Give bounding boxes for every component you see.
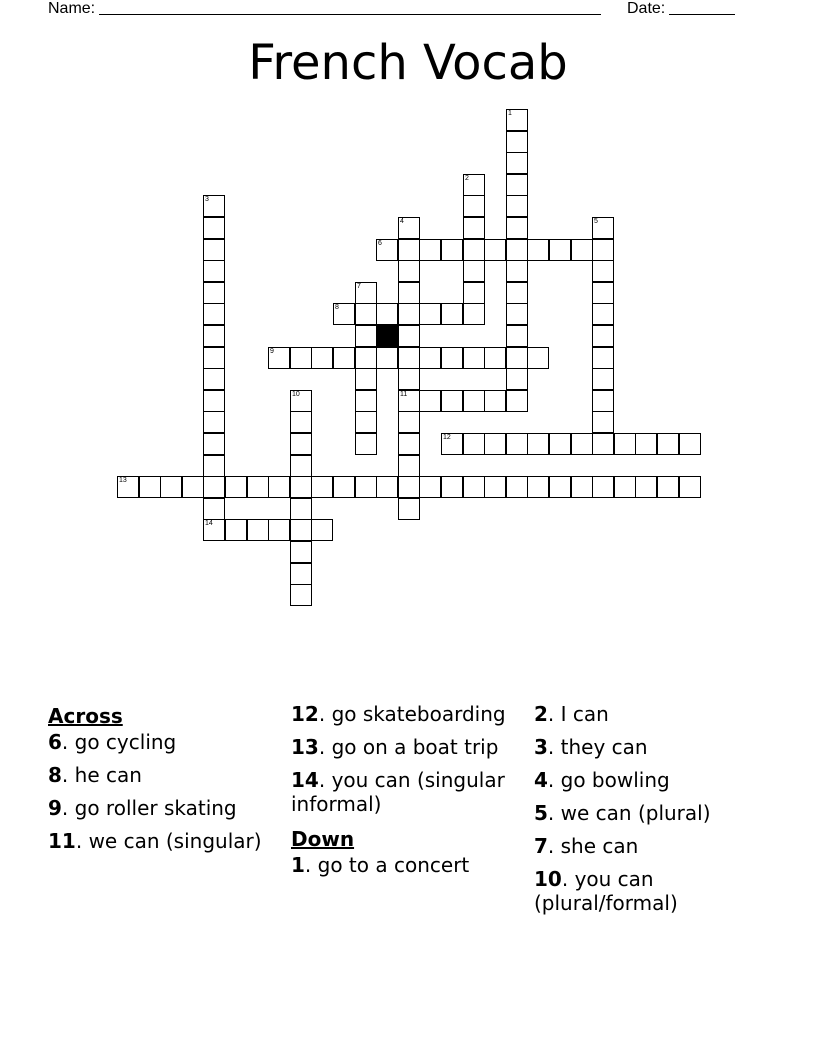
crossword-cell[interactable] [376, 347, 398, 369]
crossword-cell[interactable] [571, 239, 593, 261]
clue-item: 1. go to a concert [291, 853, 470, 877]
clue-item: 6. go cycling [48, 730, 177, 754]
cell-number: 2 [465, 175, 469, 182]
crossword-cell[interactable] [203, 476, 225, 498]
crossword-cell[interactable] [398, 282, 420, 304]
clue-number: 5 [534, 801, 548, 825]
crossword-cell[interactable] [506, 433, 528, 455]
crossword-cell[interactable] [398, 347, 420, 369]
clue-item: 13. go on a boat trip [291, 735, 499, 759]
crossword-cell[interactable] [571, 476, 593, 498]
cell-number: 6 [378, 240, 382, 247]
clue-heading-down: Down [291, 827, 355, 851]
clue-number: 4 [534, 768, 548, 792]
cell-number: 11 [400, 391, 408, 398]
crossword-cell[interactable] [398, 455, 420, 477]
crossword-cell[interactable] [290, 563, 312, 585]
crossword-cell[interactable] [527, 347, 549, 369]
name-label: Name: [48, 0, 96, 17]
clue-item: 3. they can [534, 735, 648, 759]
crossword-cell[interactable] [506, 303, 528, 325]
crossword-cell[interactable] [463, 476, 485, 498]
clue-number: 8 [48, 763, 62, 787]
crossword-cell[interactable] [463, 390, 485, 412]
crossword-cell[interactable] [506, 217, 528, 239]
clue-item: 11. we can (singular) [48, 829, 262, 853]
crossword-cell[interactable] [398, 411, 420, 433]
cell-number: 7 [357, 283, 361, 290]
clue-column-2 [291, 702, 527, 886]
crossword-cell[interactable] [592, 260, 614, 282]
crossword-cell[interactable] [398, 325, 420, 347]
crossword-cell[interactable] [419, 476, 441, 498]
crossword-cell[interactable] [203, 282, 225, 304]
crossword-cell[interactable] [290, 433, 312, 455]
crossword-cell[interactable] [441, 476, 463, 498]
crossword-cell[interactable] [441, 347, 463, 369]
crossword-cell[interactable] [506, 174, 528, 196]
crossword-cell[interactable] [614, 433, 636, 455]
crossword-cell[interactable] [355, 368, 377, 390]
cell-number: 9 [270, 348, 274, 355]
crossword-cell[interactable] [290, 498, 312, 520]
crossword-cell[interactable] [484, 347, 506, 369]
clue-text: I can [560, 702, 609, 726]
crossword-cell[interactable] [549, 433, 571, 455]
crossword-cell[interactable] [463, 239, 485, 261]
crossword-cell[interactable] [592, 239, 614, 261]
crossword-cell[interactable] [203, 455, 225, 477]
crossword-cell[interactable] [139, 476, 161, 498]
crossword-cell[interactable] [247, 476, 269, 498]
crossword-cell[interactable] [225, 519, 247, 541]
clue-text: you can (singular informal) [291, 768, 505, 816]
cell-number: 5 [594, 218, 598, 225]
crossword-cell[interactable] [506, 325, 528, 347]
clue-text: we can (plural) [560, 801, 711, 825]
crossword-cell[interactable] [592, 433, 614, 455]
crossword-cell[interactable] [376, 476, 398, 498]
crossword-cell[interactable] [463, 195, 485, 217]
crossword-cell[interactable] [419, 347, 441, 369]
clue-item: 12. go skateboarding [291, 702, 506, 726]
crossword-cell[interactable] [506, 390, 528, 412]
crossword-cell[interactable] [398, 260, 420, 282]
crossword-cell[interactable] [203, 260, 225, 282]
crossword-cell[interactable] [355, 476, 377, 498]
crossword-cell[interactable] [463, 260, 485, 282]
crossword-cell[interactable] [203, 217, 225, 239]
clue-number: 7 [534, 834, 548, 858]
clue-item: 14. you can (singular informal) [291, 768, 505, 816]
date-label: Date: [627, 0, 666, 17]
crossword-cell[interactable] [657, 433, 679, 455]
cell-number: 8 [335, 304, 339, 311]
crossword-cell[interactable] [203, 411, 225, 433]
crossword-cell[interactable] [463, 217, 485, 239]
clue-text: go on a boat trip [331, 735, 499, 759]
cell-number: 13 [119, 477, 127, 484]
cell-number: 14 [205, 520, 213, 527]
clue-text: go to a concert [317, 853, 470, 877]
crossword-cell[interactable] [203, 498, 225, 520]
crossword-cell[interactable] [203, 239, 225, 261]
clue-heading-across: Across [48, 704, 123, 728]
crossword-cell[interactable] [441, 303, 463, 325]
crossword-cell[interactable] [333, 476, 355, 498]
clue-text: you can (plural/formal) [534, 867, 678, 915]
page-title: French Vocab [248, 35, 568, 91]
crossword-cell[interactable] [398, 498, 420, 520]
crossword-cell[interactable] [571, 433, 593, 455]
clue-item: 5. we can (plural) [534, 801, 711, 825]
crossword-cell[interactable] [355, 390, 377, 412]
crossword-cell[interactable] [203, 325, 225, 347]
crossword-cell[interactable] [679, 433, 701, 455]
crossword-cell[interactable] [398, 476, 420, 498]
clue-number: 2 [534, 702, 548, 726]
crossword-cell[interactable] [203, 390, 225, 412]
clue-number: 12 [291, 702, 319, 726]
crossword-cell[interactable] [484, 239, 506, 261]
crossword-cell[interactable] [290, 455, 312, 477]
crossword-cell[interactable] [592, 282, 614, 304]
crossword-cell[interactable] [506, 152, 528, 174]
crossword-cell[interactable] [635, 433, 657, 455]
clue-number: 3 [534, 735, 548, 759]
crossword-cell[interactable] [311, 519, 333, 541]
crossword-cell[interactable] [225, 476, 247, 498]
crossword-cell[interactable] [657, 476, 679, 498]
crossword-cell[interactable] [549, 476, 571, 498]
crossword-cell[interactable] [506, 476, 528, 498]
crossword-cell[interactable] [398, 239, 420, 261]
crossword-cell[interactable] [463, 347, 485, 369]
crossword-cell[interactable] [311, 476, 333, 498]
crossword-cell[interactable] [203, 303, 225, 325]
crossword-cell[interactable] [290, 584, 312, 606]
crossword-cell[interactable] [506, 131, 528, 153]
crossword-cell[interactable] [333, 347, 355, 369]
crossword-cell[interactable] [592, 325, 614, 347]
crossword-cell[interactable] [398, 433, 420, 455]
clue-text: he can [74, 763, 142, 787]
clue-column-1 [48, 702, 284, 862]
crossword-cell[interactable] [290, 411, 312, 433]
clue-text: we can (singular) [88, 829, 262, 853]
cell-number: 3 [205, 196, 209, 203]
crossword-blocked-cell [376, 325, 398, 347]
crossword-cell[interactable] [268, 519, 290, 541]
crossword-cell[interactable] [506, 368, 528, 390]
clue-number: 6 [48, 730, 62, 754]
crossword-cell[interactable] [290, 347, 312, 369]
clue-number: 13 [291, 735, 319, 759]
clue-item: 10. you can (plural/formal) [534, 867, 678, 915]
clue-item: 4. go bowling [534, 768, 670, 792]
clue-item: 2. I can [534, 702, 609, 726]
crossword-cell[interactable] [614, 476, 636, 498]
cell-number: 1 [508, 110, 512, 117]
crossword-cell[interactable] [484, 476, 506, 498]
crossword-cell[interactable] [506, 260, 528, 282]
crossword-cell[interactable] [506, 347, 528, 369]
crossword-cell[interactable] [592, 411, 614, 433]
crossword-cell[interactable] [419, 390, 441, 412]
clue-number: 11 [48, 829, 76, 853]
crossword-cell[interactable] [592, 476, 614, 498]
clue-number: 14 [291, 768, 319, 792]
crossword-cell[interactable] [247, 519, 269, 541]
crossword-cell[interactable] [419, 303, 441, 325]
crossword-cell[interactable] [182, 476, 204, 498]
clue-text: go cycling [74, 730, 177, 754]
clue-text: go roller skating [74, 796, 237, 820]
crossword-cell[interactable] [506, 239, 528, 261]
cell-number: 4 [400, 218, 404, 225]
crossword-cell[interactable] [484, 433, 506, 455]
crossword-cell[interactable] [398, 368, 420, 390]
clue-item: 7. she can [534, 834, 639, 858]
crossword-cell[interactable] [463, 282, 485, 304]
crossword-cell[interactable] [355, 325, 377, 347]
crossword-cell[interactable] [160, 476, 182, 498]
crossword-cell[interactable] [592, 390, 614, 412]
clue-text: go skateboarding [331, 702, 506, 726]
crossword-cell[interactable] [527, 433, 549, 455]
crossword-cell[interactable] [419, 239, 441, 261]
crossword-cell[interactable] [592, 347, 614, 369]
crossword-cell[interactable] [398, 303, 420, 325]
crossword-cell[interactable] [268, 476, 290, 498]
crossword-cell[interactable] [549, 239, 571, 261]
clue-number: 9 [48, 796, 62, 820]
crossword-cell[interactable] [635, 476, 657, 498]
crossword-cell[interactable] [592, 368, 614, 390]
crossword-cell[interactable] [376, 303, 398, 325]
crossword-cell[interactable] [355, 347, 377, 369]
crossword-cell[interactable] [527, 476, 549, 498]
crossword-cell[interactable] [355, 411, 377, 433]
clue-column-3 [534, 702, 794, 924]
cell-number: 12 [443, 434, 451, 441]
clue-number: 1 [291, 853, 305, 877]
crossword-cell[interactable] [290, 476, 312, 498]
crossword-cell[interactable] [355, 433, 377, 455]
crossword-cell[interactable] [679, 476, 701, 498]
crossword-cell[interactable] [463, 433, 485, 455]
clue-text: she can [560, 834, 639, 858]
clue-text: they can [560, 735, 648, 759]
crossword-cell[interactable] [506, 282, 528, 304]
crossword-cell[interactable] [484, 390, 506, 412]
crossword-cell[interactable] [203, 433, 225, 455]
clue-item: 9. go roller skating [48, 796, 237, 820]
crossword-cell[interactable] [290, 519, 312, 541]
clue-number: 10 [534, 867, 562, 891]
crossword-cell[interactable] [463, 303, 485, 325]
crossword-cell[interactable] [203, 347, 225, 369]
crossword-cell[interactable] [441, 239, 463, 261]
crossword-cell[interactable] [290, 541, 312, 563]
clue-item: 8. he can [48, 763, 142, 787]
crossword-cell[interactable] [355, 303, 377, 325]
crossword-cell[interactable] [506, 195, 528, 217]
clue-text: go bowling [560, 768, 670, 792]
crossword-cell[interactable] [527, 239, 549, 261]
crossword-cell[interactable] [592, 303, 614, 325]
crossword-cell[interactable] [203, 368, 225, 390]
cell-number: 10 [292, 391, 300, 398]
crossword-cell[interactable] [441, 390, 463, 412]
crossword-cell[interactable] [311, 347, 333, 369]
